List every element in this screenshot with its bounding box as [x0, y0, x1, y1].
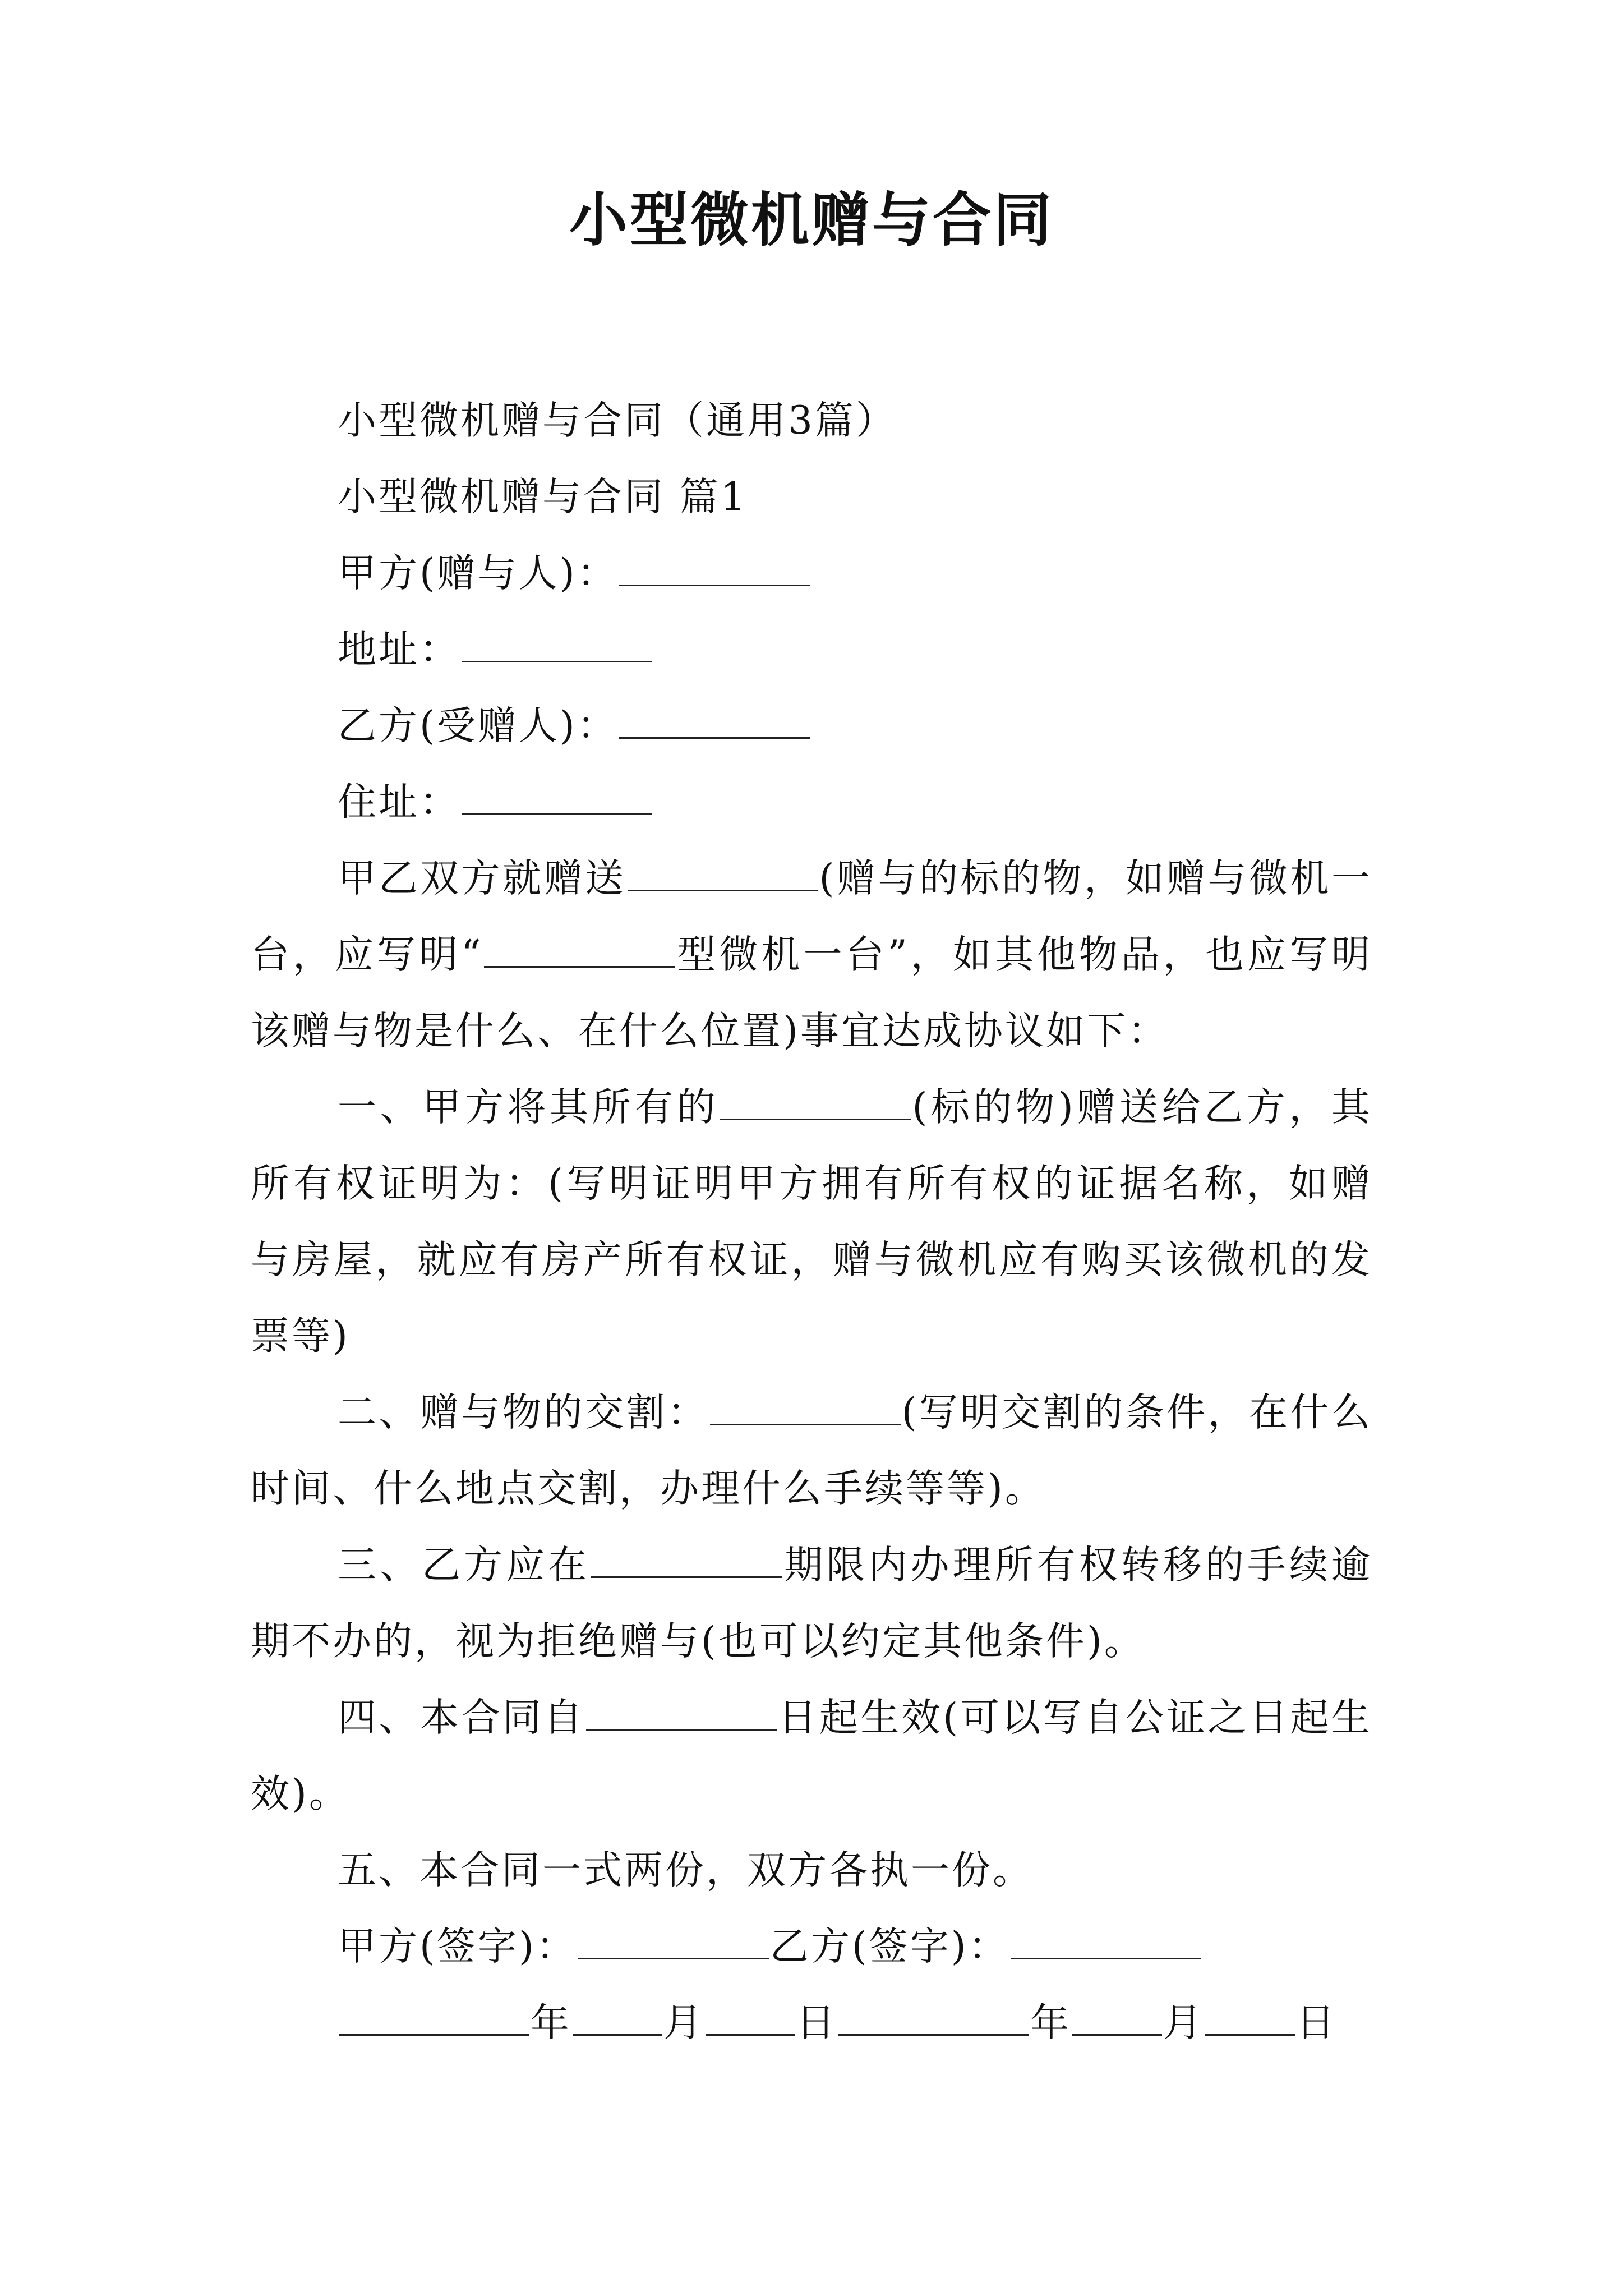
signature-party-b-label: 乙方(签字)： — [769, 1924, 1009, 1969]
clause-4 — [251, 1680, 1372, 1832]
section-heading — [251, 459, 1372, 535]
clause-4-part1: 四、本合同自 — [338, 1695, 585, 1740]
date-b-month-label: 月 — [1163, 2000, 1204, 2045]
document-title: 小型微机赠与合同 — [569, 185, 1054, 254]
intro-paragraph — [251, 840, 1372, 1069]
signature-party-a-blank — [578, 1924, 769, 1959]
clause-1 — [251, 1069, 1372, 1374]
clause-4-part2: 日起生效(可以写自公证之日起生效)。 — [251, 1695, 1373, 1816]
clause-3-blank — [591, 1543, 782, 1578]
clause-2-part2: (写明交割的条件，在什么时间、什么地点交割，办理什么手续等等)。 — [251, 1390, 1373, 1511]
clause-5 — [251, 1832, 1372, 1908]
party-a-line — [251, 535, 1372, 611]
clause-3 — [251, 1527, 1372, 1680]
party-b-label: 乙方(受赠人)： — [338, 703, 618, 748]
date-b-day-label: 日 — [1296, 2000, 1337, 2045]
clause-3-part1: 三、乙方应在 — [338, 1543, 591, 1588]
signature-line — [251, 1908, 1372, 1985]
party-b-blank — [619, 703, 810, 739]
intro-part1: 甲乙双方就赠送 — [338, 856, 626, 901]
intro-part3: 型微机一台”，如其他物品，也应写明该赠与物是什么、在什么位置)事宜达成协议如下： — [251, 932, 1372, 1053]
clause-1-part1: 一、甲方将其所有的 — [338, 1085, 720, 1130]
clause-2 — [251, 1374, 1372, 1527]
date-a-day-label: 日 — [796, 2000, 837, 2045]
clause-5-text: 五、本合同一式两份，双方各执一份。 — [338, 1848, 1034, 1893]
date-a-month-label: 月 — [663, 2000, 704, 2045]
clause-2-part1: 二、赠与物的交割： — [338, 1390, 709, 1435]
date-a-day-blank — [706, 2000, 795, 2036]
section-heading-text: 小型微机赠与合同 篇1 — [338, 475, 748, 519]
party-b-line — [251, 688, 1372, 764]
clause-1-part2: (标的物)赠送给乙方，其所有权证明为：(写明证明甲方拥有所有权的证据名称，如赠与房屋，就应有房产所有权证，赠与微机应有购买该微机的发票等) — [251, 1085, 1373, 1359]
address-b-blank — [462, 780, 652, 815]
date-a-year-label: 年 — [531, 2000, 571, 2045]
model-blank — [484, 932, 675, 968]
date-b-month-blank — [1072, 2000, 1162, 2036]
address-b-line — [251, 764, 1372, 840]
date-b-year-label: 年 — [1030, 2000, 1071, 2045]
address-a-line — [251, 611, 1372, 688]
date-line — [251, 1985, 1372, 2061]
document-body — [251, 383, 1372, 2061]
party-a-label: 甲方(赠与人)： — [338, 551, 618, 596]
subtitle-text: 小型微机赠与合同（通用3篇） — [338, 398, 897, 443]
subtitle — [251, 383, 1372, 459]
address-a-blank — [462, 627, 652, 662]
date-a-year-blank — [339, 2000, 529, 2036]
date-b-year-blank — [838, 2000, 1029, 2036]
gift-object-blank — [628, 856, 818, 891]
clause-2-blank — [710, 1390, 901, 1425]
signature-party-a-label: 甲方(签字)： — [338, 1924, 577, 1969]
clause-1-blank — [720, 1085, 911, 1120]
date-b-day-blank — [1205, 2000, 1295, 2036]
intro-part2: (赠与的标的物，如赠与微机一台，应写明“ — [251, 856, 1373, 977]
clause-3-part2: 期限内办理所有权转移的手续逾期不办的，视为拒绝赠与(也可以约定其他条件)。 — [251, 1543, 1373, 1664]
address-a-label: 地址： — [338, 627, 460, 672]
signature-party-b-blank — [1011, 1924, 1201, 1959]
date-a-month-blank — [573, 2000, 662, 2036]
address-b-label: 住址： — [338, 780, 460, 825]
party-a-blank — [619, 551, 810, 586]
clause-4-blank — [586, 1695, 777, 1731]
